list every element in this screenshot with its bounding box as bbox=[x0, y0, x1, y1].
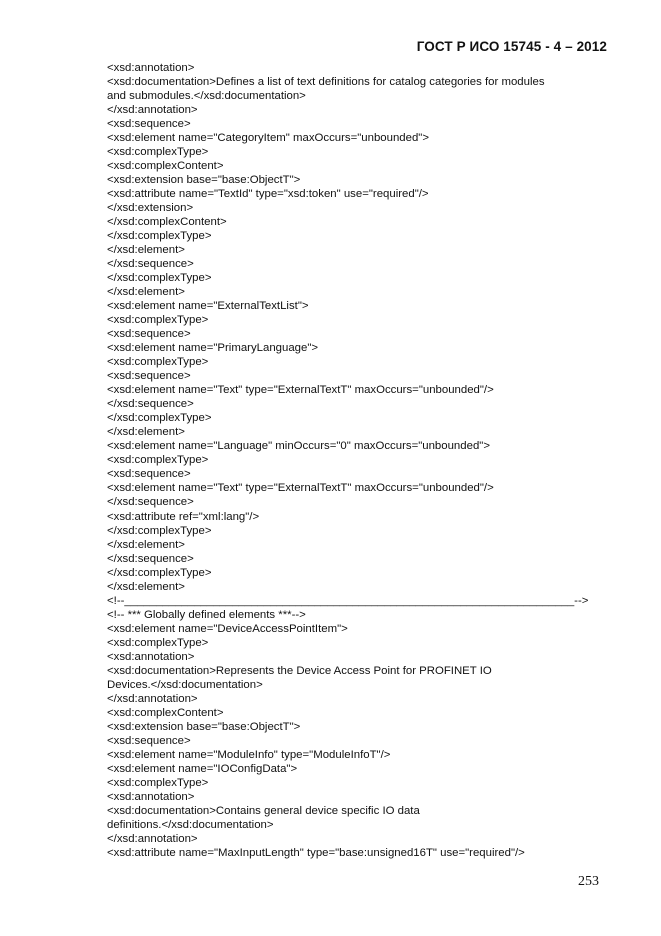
code-line: </xsd:annotation> bbox=[107, 692, 198, 705]
code-line: </xsd:complexType> bbox=[107, 566, 212, 579]
code-line: <xsd:annotation> bbox=[107, 790, 195, 803]
code-line: </xsd:sequence> bbox=[107, 398, 194, 411]
code-line: <xsd:documentation>Defines a list of text definitions for catalog categories for modules bbox=[107, 76, 545, 89]
code-line: and submodules.</xsd:documentation> bbox=[107, 90, 306, 103]
code-line: </xsd:element> bbox=[107, 538, 185, 551]
code-line: <xsd:element name="DeviceAccessPointItem"> bbox=[107, 622, 348, 635]
code-line: <xsd:element name="ExternalTextList"> bbox=[107, 300, 309, 313]
code-line: <xsd:element name="PrimaryLanguage"> bbox=[107, 342, 319, 355]
code-line: </xsd:element> bbox=[107, 580, 185, 593]
code-line: <xsd:element name="Language" minOccurs="0" maxOccurs="unbounded"> bbox=[107, 440, 490, 453]
code-line: </xsd:complexType> bbox=[107, 524, 212, 537]
code-line: <xsd:complexContent> bbox=[107, 160, 224, 173]
code-line: <xsd:documentation>Represents the Device Access Point for PROFINET IO bbox=[107, 664, 492, 677]
page-header: ГОСТ Р ИСО 15745 - 4 – 2012 bbox=[416, 39, 607, 54]
code-line: </xsd:sequence> bbox=[107, 258, 194, 271]
code-line: <xsd:complexType> bbox=[107, 356, 209, 369]
code-line: definitions.</xsd:documentation> bbox=[107, 818, 274, 831]
code-line: <xsd:element name="ModuleInfo" type="ModuleInfoT"/> bbox=[107, 748, 391, 761]
code-line: <xsd:attribute name="TextId" type="xsd:token" use="required"/> bbox=[107, 188, 429, 201]
code-line: <xsd:sequence> bbox=[107, 468, 191, 481]
code-line: <xsd:complexType> bbox=[107, 146, 209, 159]
code-line: </xsd:complexType> bbox=[107, 272, 212, 285]
page-number: 253 bbox=[578, 874, 599, 889]
code-line: <xsd:element name="CategoryItem" maxOccurs="unbounded"> bbox=[107, 132, 429, 145]
code-line: <xsd:complexType> bbox=[107, 454, 209, 467]
code-line: </xsd:complexType> bbox=[107, 412, 212, 425]
code-line: Devices.</xsd:documentation> bbox=[107, 678, 263, 691]
code-line: </xsd:element> bbox=[107, 244, 185, 257]
code-line: <xsd:sequence> bbox=[107, 734, 191, 747]
code-line: <xsd:complexType> bbox=[107, 636, 209, 649]
code-line: <!--_______________________________________________________________________--> bbox=[107, 594, 589, 607]
code-line: <xsd:attribute name="MaxInputLength" type="base:unsigned16T" use="required"/> bbox=[107, 846, 525, 859]
code-line: </xsd:annotation> bbox=[107, 832, 198, 845]
code-line: </xsd:element> bbox=[107, 286, 185, 299]
code-line: <xsd:sequence> bbox=[107, 328, 191, 341]
code-line: </xsd:complexContent> bbox=[107, 216, 227, 229]
code-line: <xsd:sequence> bbox=[107, 118, 191, 131]
code-line: <xsd:complexContent> bbox=[107, 706, 224, 719]
code-line: <xsd:element name="IOConfigData"> bbox=[107, 762, 298, 775]
code-line: <xsd:complexType> bbox=[107, 314, 209, 327]
code-line: </xsd:sequence> bbox=[107, 496, 194, 509]
code-line: </xsd:element> bbox=[107, 426, 185, 439]
code-line: <xsd:extension base="base:ObjectT"> bbox=[107, 174, 301, 187]
code-line: <xsd:complexType> bbox=[107, 776, 209, 789]
code-line: </xsd:annotation> bbox=[107, 104, 198, 117]
xsd-code-listing bbox=[107, 61, 587, 860]
code-line: <xsd:attribute ref="xml:lang"/> bbox=[107, 510, 260, 523]
code-line: <!-- *** Globally defined elements ***--> bbox=[107, 608, 306, 621]
code-line: <xsd:element name="Text" type="ExternalTextT" maxOccurs="unbounded"/> bbox=[107, 384, 494, 397]
code-line: <xsd:element name="Text" type="ExternalTextT" maxOccurs="unbounded"/> bbox=[107, 482, 494, 495]
code-line: </xsd:complexType> bbox=[107, 230, 212, 243]
code-line: <xsd:documentation>Contains general device specific IO data bbox=[107, 804, 420, 817]
code-line: </xsd:extension> bbox=[107, 202, 194, 215]
code-line: <xsd:extension base="base:ObjectT"> bbox=[107, 720, 301, 733]
code-line: <xsd:annotation> bbox=[107, 62, 195, 74]
code-line: </xsd:sequence> bbox=[107, 552, 194, 565]
code-line: <xsd:sequence> bbox=[107, 370, 191, 383]
code-line: <xsd:annotation> bbox=[107, 650, 195, 663]
